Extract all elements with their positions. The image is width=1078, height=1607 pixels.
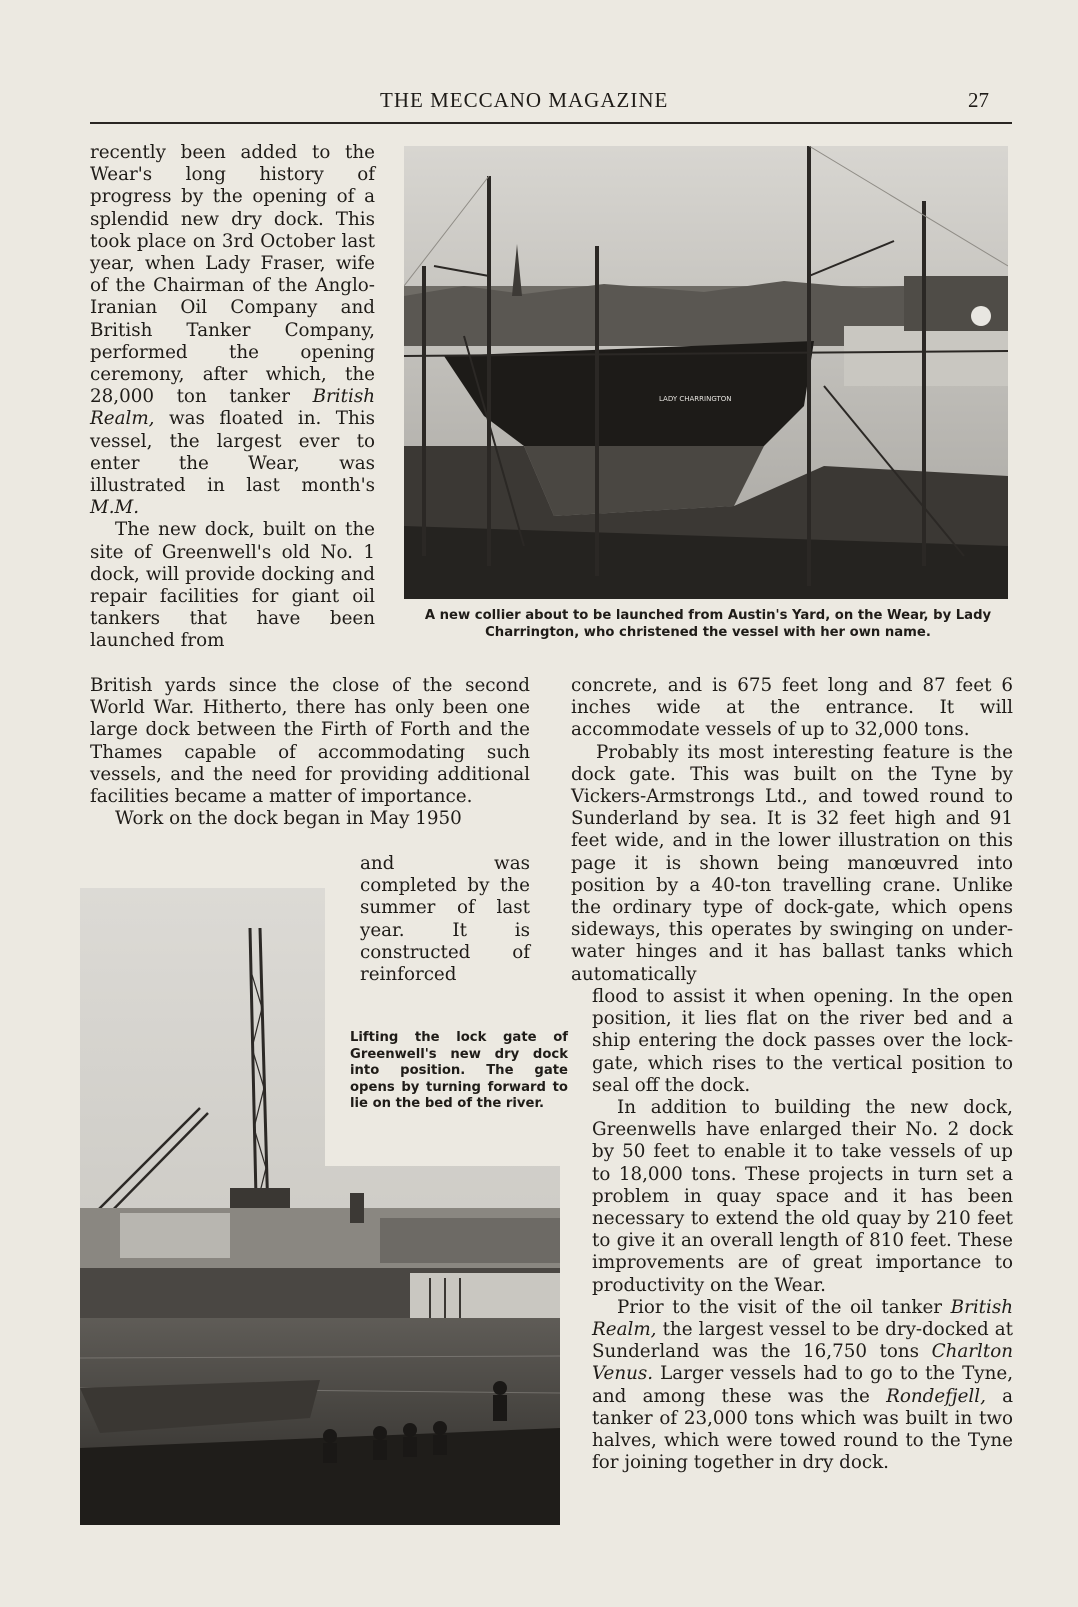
article-text-col1-mid: [90, 675, 530, 830]
article-text-col1-narrow: and was completed by the summer of last year. It is constructed of reinforced: [360, 853, 530, 986]
paragraph-british-realm: Prior to the visit of the oil tanker British Realm, the largest vessel to be dry-docked at Sunderland was the 16,750 tons Charlton Venus. Larger vessels had to go to the Tyne, and among these was the Rondefjell, a tanker of 23,000 tons which was built in two halves, which were towed round to the Tyne for joining together in dry dock.: [592, 1296, 1014, 1474]
caption-top-photo: A new collier about to be launched from Austin's Yard, on the Wear, by Lady Charrington, who christened the vessel with her own name.: [424, 608, 992, 640]
photo-collier-launch: [404, 146, 1008, 599]
paragraph-greenwells: In addition to building the new dock, Greenwells have enlarged their No. 2 dock by 50 feet to enable it to take vessels of up to 18,000 tons. These projects in turn set a problem in quay space and it has been necessary to extend the old quay by 210 feet to give it an overall length of 810 feet. These improvements are of great importance to productivity on the Wear.: [592, 1097, 1013, 1296]
paragraph-intro: recently been added to the Wear's long history of progress by the opening of a splendid new dry dock. This took place on 3rd October last year, when Lady Fraser, wife of the Chairman of the Anglo-Iranian Oil Company and British Tanker Company, performed the opening ceremony, after which, the 28,000 ton tanker British Realm, was floated in. This vessel, the largest ever to enter the Wear, was illustrated in last month's M.M.: [90, 142, 375, 519]
caption-bottom-photo: Lifting the lock gate of Greenwell's new dry dock into position. The gate opens by turning forward to lie on the bed of the river.: [350, 1030, 568, 1111]
header-rule: [90, 122, 1012, 124]
article-text-col1-top: [90, 142, 375, 653]
paragraph-new-dock: The new dock, built on the site of Greenwell's old No. 1 dock, will provide docking and repair facilities for giant oil tankers that have been launched from: [90, 519, 375, 652]
paragraph-dock-need: British yards since the close of the second World War. Hitherto, there has only been one large dock between the Firth of Forth and the Thames capable of accommodating such vessels, and the need for providing additional facilities became a matter of importance.: [90, 675, 530, 808]
article-text-col2-bottom: [592, 986, 1013, 1474]
paragraph-work-began: Work on the dock began in May 1950: [115, 808, 462, 830]
paragraph-dock-size: concrete, and is 675 feet long and 87 feet 6 inches wide at the entrance. It will accommodate vessels of up to 32,000 tons.: [571, 675, 1013, 741]
photo-lock-gate: [80, 888, 560, 1525]
paragraph-gate-flood: flood to assist it when opening. In the open position, it lies flat on the river bed and a ship entering the dock passes over the lock-gate, which rises to the vertical position to seal off the dock.: [592, 986, 1013, 1096]
ship-hull-name: LADY CHARRINGTON: [659, 395, 732, 403]
article-text-col2-top: [571, 675, 1013, 986]
paragraph-dock-gate: Probably its most interesting feature is the dock gate. This was built on the Tyne by Vickers-Armstrongs Ltd., and towed round to Sunderland by sea. It is 32 feet high and 91 feet wide, and in the lower illustration on this page it is shown being manœuvred into position by a 40-ton travelling crane. Unlike the ordinary type of dock-gate, which opens sideways, this operates by swinging on under-water hinges and it has ballast tanks which automatically: [571, 741, 1013, 985]
running-header-title: THE MECCANO MAGAZINE: [380, 88, 669, 112]
page-number: 27: [968, 88, 989, 112]
